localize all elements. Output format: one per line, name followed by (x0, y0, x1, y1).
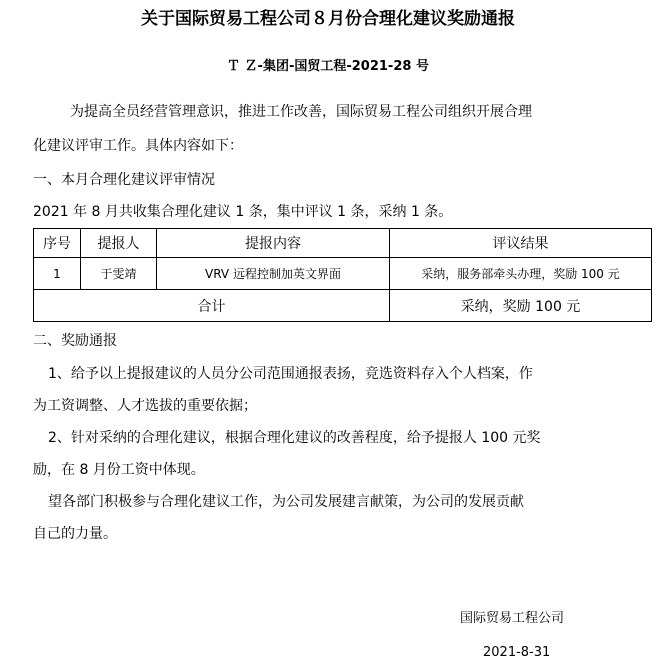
header-result: 评议结果 (390, 229, 652, 258)
table-header-row (34, 229, 652, 258)
header-content: 提报内容 (157, 229, 390, 258)
cell-content: VRV 远程控制加英文界面 (157, 258, 390, 290)
table-row (34, 258, 652, 290)
section-1-heading: 一、本月合理化建议评审情况 (33, 172, 215, 188)
table-total-row (34, 290, 652, 322)
section-2-item-1-line-1: 1、给予以上提报建议的人员分公司范围通报表扬，竞选资料存入个人档案，作 (48, 366, 533, 382)
closing-line-2: 自己的力量。 (33, 526, 117, 542)
total-value: 采纳，奖励 100 元 (390, 290, 652, 322)
section-2-item-2-line-1: 2、针对采纳的合理化建议，根据合理化建议的改善程度，给予提报人 100 元奖 (48, 430, 541, 446)
cell-person: 于雯靖 (81, 258, 157, 290)
cell-result: 采纳，服务部牵头办理，奖励 100 元 (390, 258, 652, 290)
suggestion-table (33, 228, 652, 322)
section-2-item-2-line-2: 励，在 8 月份工资中体现。 (33, 462, 205, 478)
section-2-heading: 二、奖励通报 (33, 333, 117, 349)
section-1-summary: 2021 年 8 月共收集合理化建议 1 条，集中评议 1 条，采纳 1 条。 (33, 204, 453, 220)
intro-line-2: 化建议评审工作。具体内容如下： (33, 138, 243, 154)
document-title: 关于国际贸易工程公司８月份合理化建议奖励通报 (141, 9, 515, 29)
header-no: 序号 (34, 229, 81, 258)
signature-date: 2021-8-31 (483, 645, 551, 660)
total-label: 合计 (34, 290, 390, 322)
cell-no: 1 (34, 258, 81, 290)
header-person: 提报人 (81, 229, 157, 258)
signature-company: 国际贸易工程公司 (460, 611, 565, 626)
intro-line-1: 为提高全员经营管理意识，推进工作改善，国际贸易工程公司组织开展合理 (70, 104, 532, 120)
document-number: Ｔ Ｚ-集团-国贸工程-2021-28 号 (227, 59, 429, 74)
closing-line-1: 望各部门积极参与合理化建议工作，为公司发展建言献策，为公司的发展贡献 (48, 494, 524, 510)
section-2-item-1-line-2: 为工资调整、人才选拔的重要依据； (33, 398, 257, 414)
